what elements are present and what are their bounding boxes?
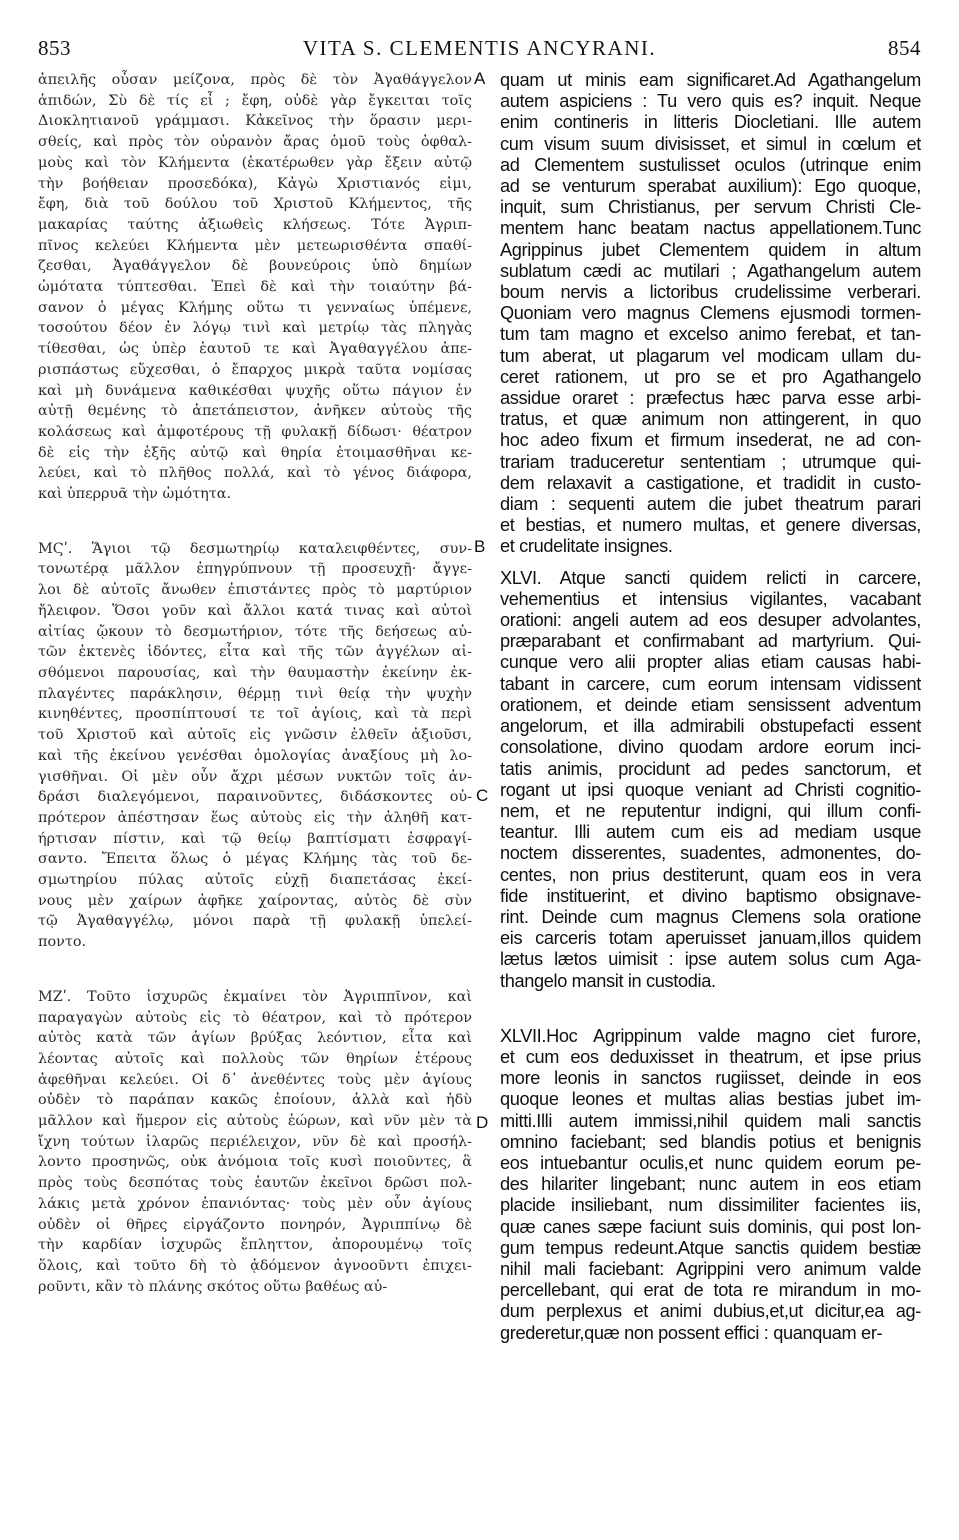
text-line: κολάσεως καὶ ἀμφοτέρους τῇ φυλακῇ δίδωσι· θέατρον (38, 423, 472, 440)
text-line: et crudelitate insignes. (500, 536, 673, 557)
text-line: λάκις μετὰ χρόνον ἐπανιόντας· τοὺς μὲν οὖν ἁγίους (38, 1195, 472, 1212)
text-line: lætus lætos uimisit : ipse autem solus cum Aga- (500, 949, 921, 970)
text-line: nem, et ne reputentur indigni, qui illum confi- (500, 800, 921, 821)
text-line: σθείς, καὶ πρὸς τὸν οὐρανὸν ἄρας ὁμοῦ τοὺς ὀφθαλ- (38, 134, 472, 151)
text-line: XLVII.Hoc Agrippinum valde magno ciet furore, (500, 1025, 921, 1046)
text-line: δὲ εἰς τὴν ἑξῆς αὐτῷ καὶ θηρία ἑτοιμασθῆναι κε- (38, 444, 472, 461)
text-line: τὴν καρδίαν ἰσχυρῶς ἔπληττον, ἀπορουμένῳ τοῖς (38, 1237, 472, 1254)
text-line: rogant ut ipsi quoque veniant ad Christi cognitio- (500, 779, 921, 800)
text-line: orationem, et deinde etiam sensissent adventum (500, 694, 921, 715)
margin-marker-b: B (474, 537, 486, 556)
text-line: quoque leones et multas alias bestias jubet im- (500, 1089, 921, 1110)
text-line: ad se venturum sperabat auxilium): Ego quoque, (500, 176, 921, 197)
text-line: Διοκλητιανοῦ γράμμασι. Κἀκεῖνος τὴν ὅρασιν μερι- (38, 113, 472, 130)
text-line: autem aspiciens : Tu vero quis es? inquit. Neque (500, 91, 921, 112)
text-line: οὐδὲν τὸ παράπαν κακῶς ἐποίουν, ἀλλὰ καὶ ἡδὺ (38, 1092, 472, 1109)
text-line: τονωτέρᾳ μᾶλλον ἐπηγρύπνουν τῇ προσευχῇ· ἄγγε- (38, 561, 472, 578)
text-line: vehementius et intensius vigilantes, vacabant (500, 588, 921, 609)
greek-paragraph-46 (38, 539, 472, 953)
text-line: αἰτίας ᾤκουν τὸ δεσμωτήριον, τότε τῆς δεήσεως αὐ- (38, 623, 472, 640)
text-line: παραγαγὼν αὐτοὺς εἰς τὸ θέατρον, καὶ τὸ πρότερον (38, 1009, 472, 1026)
text-line: XLVI. Atque sancti quidem relicti in carcere, (500, 567, 921, 588)
text-line: μακαρίας ταύτης ἀξιωθεὶς κλήσεως. Τότε Ἀγριπ- (38, 216, 472, 233)
text-line: ad Clementem sustulisset oculos (utrinque enim (500, 154, 921, 175)
text-line: λοι δὲ αὐτοῖς ἄνωθεν ἐπιστάντες πρὸς τὸ μαρτύριον (38, 582, 472, 599)
text-line: cunque vero alii propter alias etiam causas habi- (500, 652, 921, 673)
greek-paragraph-1 (38, 70, 472, 505)
text-line: τίθεσθαι, ὡς ὑπὲρ ἑαυτοῦ τε καὶ Ἀγαθαγγέλου ἀπε- (38, 341, 472, 358)
text-line: ροῦντι, κἂν τὸ πλάνης σκότος οὕτω βαθέως αὐ- (38, 1278, 388, 1295)
latin-paragraph-47 (500, 1026, 921, 1344)
text-line: sublatum cædi ac mutilari ; Agathangelum autem (500, 260, 921, 281)
text-line: thangelo mansit in custodia. (500, 970, 716, 991)
text-line: orationi: angeli autem ad eos desuper advolantes, (500, 610, 921, 631)
text-line: ποντο. (38, 934, 87, 951)
text-line: ἀπιδών, Σὺ δὲ τίς εἶ ; ἔφη, οὐδὲ γὰρ ἔγκειται τοῖς (38, 92, 472, 109)
text-line: δράσι διαλεγόμενοι, παραινοῦντες, διδάσκοντες οὐ- (38, 789, 472, 806)
text-line: καὶ τῆς ἐκείνου γενέσθαι ὁμολογίας ἀναξίους μὴ λο- (38, 747, 472, 764)
greek-paragraph-47 (38, 987, 472, 1298)
text-line: des hilariter lingebant; nunc autem in eos etiam (500, 1174, 921, 1195)
text-line: mitti.Illi autem immissi,nihil quidem mali sanctis (500, 1110, 921, 1131)
text-line: ἴχνη τούτων ἱλαρῶς περιέλειχον, νῦν δὲ καὶ προσήλ- (38, 1133, 472, 1150)
text-line: tum aberat, ut plagarum vel modicam ullam du- (500, 345, 921, 366)
text-line: teantur. Illi autem cum eis ad mediam usque (500, 822, 921, 843)
text-line: tabant in carcere, cum eorum intensam vidissent (500, 673, 921, 694)
text-line: assidue oraret : præfectus hæc parva esse arbi- (500, 388, 921, 409)
text-line: τῷ Ἀγαθαγγέλῳ, μόνοι παρὰ τῇ φυλακῇ ὑπελεί- (38, 913, 472, 930)
text-line: et cum eos deduxisset in theatrum, et ipse prius (500, 1046, 921, 1067)
margin-marker-a: A (474, 69, 486, 88)
text-line: πρότερον ἀπέστησαν ἕως αὐτοὺς εἰς τὴν ἀληθῆ κατ- (38, 809, 472, 826)
text-line: tum tam magno et excelso animo ferebat, et tan- (500, 324, 921, 345)
text-line: noctem disserentes, suadentes, admonentes, do- (500, 843, 921, 864)
text-line: omnino faciebant; sed blandis potius et benignis (500, 1131, 921, 1152)
text-line: more leonis in sanctos rugiisset, deinde in eos (500, 1068, 921, 1089)
text-line: πλαγέντες παράκλησιν, θέρμῃ τινὶ θείᾳ τὴν ψυχὴν (38, 685, 472, 702)
text-line: σθόμενοι παρουσίας, καὶ τὴν θαυμαστὴν ἐκείνην ἐκ- (38, 664, 472, 681)
text-line: præparabant et confirmabant ad martyrium. Qui- (500, 631, 921, 652)
text-line: tatis animis, procidunt ad pedes sanctorum, et (500, 758, 921, 779)
text-line: σμωτηρίου πύλας αὐτοῖς εὐχῇ διαπετάσας ἐκεί- (38, 872, 472, 889)
page-number-left: 853 (38, 36, 71, 60)
text-line: rint. Deinde cum magnus Clemens sola oratione (500, 906, 921, 927)
text-line: dem relaxavit a castigatione, et tradidit in custo- (500, 472, 921, 493)
text-line: ἀπειλῆς οὖσαν μείζονα, πρὸς δὲ τὸν Ἀγαθάγγελον (38, 72, 472, 88)
margin-marker-d: D (476, 1113, 489, 1132)
text-line: ceret rationem, ut pro se et pro Agathangelo (500, 366, 921, 387)
text-line: ἤλειφον. Ὅσοι γοῦν καὶ ἄλλοι κατά τινας καὶ αὐτοὶ (38, 602, 472, 619)
text-line: cum visum suum divisisset, et simul in cœlum et (500, 133, 921, 154)
text-line: et bestias, et numero multas, et genere diversas, (500, 515, 921, 536)
text-line: dum perplexus et animi dubius,et,ut dicitur,ea ag- (500, 1301, 921, 1322)
latin-paragraph-1 (500, 70, 921, 558)
text-line: λέοντας αὐτοῖς καὶ πολλοὺς τῶν θηρίων ἑτέρους (38, 1050, 472, 1067)
text-line: τὴν βοήθειαν προσεδόκα), Κἀγὼ Χριστιανός εἰμι, (38, 175, 472, 192)
latin-column (500, 70, 921, 1344)
text-line: placide insiliebant, num dissimiliter facientes iis, (500, 1195, 921, 1216)
text-line: γισθῆναι. Οἱ μὲν οὖν ἄχρι μέσων νυκτῶν τοῖς ἀν- (38, 768, 472, 785)
text-line: ὠμότατα τύπτεσθαι. Ἐπεὶ δὲ καὶ τὴν τοιαύτην βά- (38, 279, 472, 296)
text-line: ἔφη, διὰ τοῦ δούλου τοῦ Χριστοῦ Κλήμεντος, τῆς (38, 196, 472, 213)
text-line: enim contineris in litteris Diocletiani. Ille autem (500, 112, 921, 133)
text-line: καὶ ὑπερρυᾶ τὴν ὠμότητα. (38, 486, 232, 503)
text-line: ἀφεθῆναι κελεύει. Οἱ δ᾽ ἀνεθέντες τοὺς μὲν ἁγίους (38, 1071, 472, 1088)
text-line: boum nervis a lictoribus crudelissime verberari. (500, 282, 921, 303)
text-line: tratus, et quæ animum non attingerent, in quo (500, 409, 921, 430)
text-line: grederetur,quæ non possent effici : quanquam er- (500, 1322, 883, 1343)
text-line: quam ut minis eam significaret.Ad Agathangelum (500, 70, 921, 90)
text-line: fide instituerint, et divino baptismo obsignave- (500, 885, 921, 906)
text-line: πρὸς τοὺς δεσπότας τοὺς ἑαυτῶν ἐκεῖνοι δρῶσι πολ- (38, 1175, 472, 1192)
text-line: quæ canes sæpe faciunt suis dominis, qui post lon- (500, 1216, 921, 1237)
text-line: μᾶλλον καὶ ἥμερον εἰς αὐτοὺς ἑώρων, καὶ νῦν μὲν τὰ (38, 1113, 472, 1130)
text-line: nihil mali faciebant: Agrippini vero animum valde (500, 1258, 921, 1279)
text-line: λοντο προσηνῶς, οὐκ ἀνόμοια τοῖς κυσὶ ποιοῦντες, ἃ (38, 1154, 472, 1171)
text-line: Agrippinus jubet Clementem quidem in altum (500, 239, 921, 260)
text-line: ΜϚʹ. Ἅγιοι τῷ δεσμωτηρίῳ καταλειφθέντες, συν- (38, 540, 472, 557)
text-line: πῖνος κελεύει Κλήμεντα μὲν μετεωρισθέντα σπαθί- (38, 237, 472, 254)
text-line: consolatione, divino quodam ardore eorum inci- (500, 737, 921, 758)
text-line: diam : sequenti autem die jubet theatrum parari (500, 494, 921, 515)
text-line: inquit, sum Christianus, per servum Christi Cle- (500, 197, 921, 218)
text-line: ζεσθαι, Ἀγαθάγγελον δὲ βουνεύροις ὑπὸ δημίων (38, 258, 472, 275)
text-line: σαντο. Ἔπειτα ὅλως ὁ μέγας Κλήμης τὰς τοῦ δε- (38, 851, 472, 868)
text-line: τοσούτου δέον ἐν λόγῳ τινὶ καὶ μετρίῳ τὰς πληγὰς (38, 320, 472, 337)
text-line: σανον ὁ μέγας Κλήμης οὕτω τι γενναίως ὑπέμενε, (38, 299, 472, 316)
latin-paragraph-46 (500, 568, 921, 992)
text-line: νους μὲν χαίρων ἀφῆκε χαίροντας, αὐτὸς δὲ σὺν (38, 892, 472, 909)
text-line: κινηθέντες, προσπίπτουσί τε τοῖ ἁγίοις, καὶ τὰ περὶ (38, 706, 472, 723)
text-line: hoc adeo fixum et firmum insederat, ne ad con- (500, 430, 921, 451)
text-line: λεύει, καὶ τὸ πλῆθος πολλά, καὶ τὸ γένος διάφορα, (38, 465, 472, 482)
text-line: ήρτισαν πίστιν, καὶ τῷ θείῳ βαπτίσματι ἐσφραγί- (38, 830, 472, 847)
page-number-right: 854 (888, 36, 921, 60)
text-line: eis carceris totam aperuisset januam,illos quidem (500, 928, 921, 949)
text-line: τῶν ἐκτενὲς ἰδόντες, εἶτα καὶ τῆς τῶν ἀγγέλων αἰ- (38, 644, 472, 661)
text-line: gum tempus redeunt.Atque sanctis quidem bestiæ (500, 1237, 921, 1258)
text-line: ρισπάστως εὔχεσθαι, ὁ ἔπαρχος μικρὰ ταῦτα νομίσας (38, 361, 472, 378)
text-line: μοὺς καὶ τὸν Κλήμεντα (ἑκατέρωθεν γὰρ ἔξειν αὐτῷ (38, 154, 472, 171)
page-header (38, 36, 921, 66)
text-line: centes, non prius destiterunt, quam eos in vera (500, 864, 921, 885)
running-title: VITA S. CLEMENTIS ANCYRANI. (302, 36, 657, 60)
text-line: percellebant, qui erat de tota re mirandum in mo- (500, 1280, 921, 1301)
text-line: eos intuebantur oculis,et nunc quidem eorum pe- (500, 1152, 921, 1173)
text-line: mentem hanc beatam nactus appellationem.Tunc (500, 218, 921, 239)
text-line: Quoniam vero magnus Clemens ejusmodi tormen- (500, 303, 921, 324)
text-line: καὶ μὴ δυνάμενα καθικέσθαι ψυχῆς οὕτω πάγιον ἐν (38, 382, 472, 399)
text-line: αὐτῇ θεμένης τὸ ἀπετάπειστον, ἀνῆκεν αὐτοὺς τῆς (38, 403, 472, 420)
text-line: αὐτὸς κατὰ τῶν ἁγίων βρύξας λεόντιον, εἶτα καὶ (38, 1030, 472, 1047)
margin-marker-c: C (476, 786, 489, 805)
text-line: τοῦ Χριστοῦ καὶ αὐτοῖς εἰς γνῶσιν ἐλθεῖν ἀξιοῦσι, (38, 727, 472, 744)
text-line: ὅλοις, καὶ τοῦτο δὴ τὸ ᾀδόμενον ἀγνοοῦντι ἐπιχει- (38, 1257, 472, 1274)
greek-column (38, 70, 472, 1297)
text-line: angelorum, et illa admirabili obstupefacti essent (500, 716, 921, 737)
text-line: οὐδὲν οἱ θῆρες εἰργάζοντο πονηρόν, Ἀγριππίνῳ δὲ (38, 1216, 472, 1233)
text-line: ΜΖʹ. Τοῦτο ἰσχυρῶς ἐκμαίνει τὸν Ἀγριππῖνον, καὶ (38, 988, 472, 1005)
text-line: trariam traduceretur sententiam ; utrumque qui- (500, 451, 921, 472)
